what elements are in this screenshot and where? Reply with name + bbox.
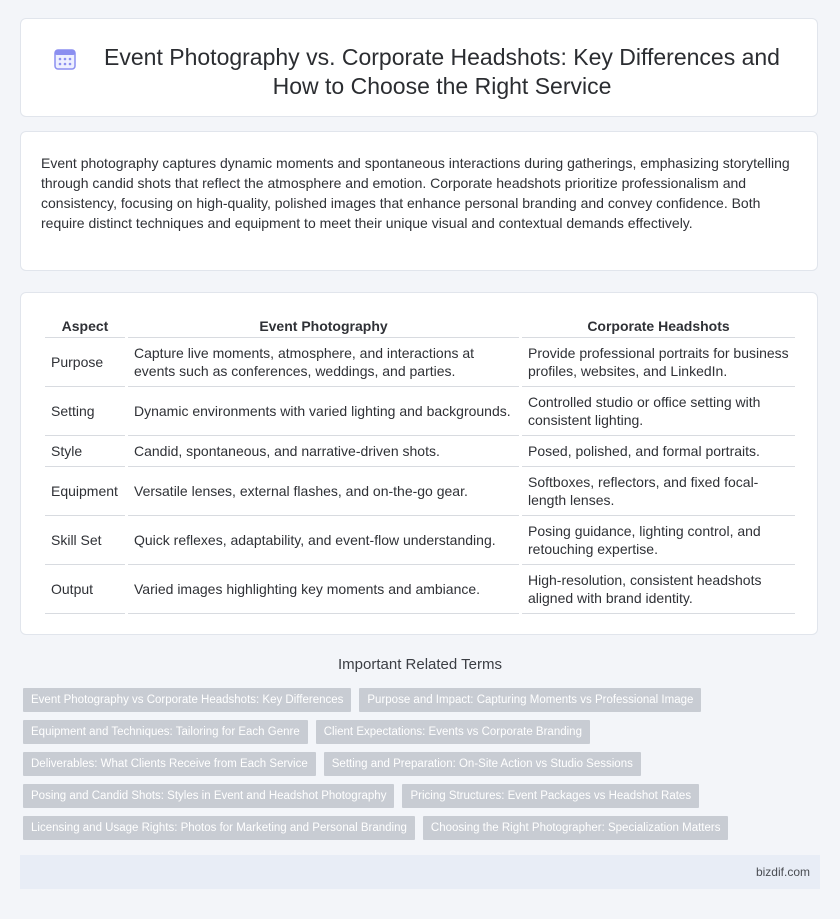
table-header-row <box>45 313 795 338</box>
related-terms-list <box>23 688 813 848</box>
table-cell-aspect: Setting <box>45 387 125 436</box>
table-cell-aspect: Skill Set <box>45 516 125 565</box>
table-cell-corporate: Posing guidance, lighting control, and retouching expertise. <box>522 516 795 565</box>
table-cell-aspect: Output <box>45 565 125 614</box>
table-cell-corporate: Controlled studio or office setting with consistent lighting. <box>522 387 795 436</box>
table-row <box>45 467 795 516</box>
related-term-tag[interactable]: Setting and Preparation: On-Site Action vs Studio Sessions <box>324 752 641 776</box>
table-cell-event: Capture live moments, atmosphere, and interactions at events such as conferences, weddings, and parties. <box>128 338 519 387</box>
table-row <box>45 338 795 387</box>
table-row <box>45 516 795 565</box>
related-term-tag[interactable]: Posing and Candid Shots: Styles in Event and Headshot Photography <box>23 784 394 808</box>
tag-row <box>23 816 813 840</box>
related-terms-heading: Important Related Terms <box>338 656 502 673</box>
header-event-photography: Event Photography <box>128 313 519 338</box>
table-cell-aspect: Equipment <box>45 467 125 516</box>
footer <box>20 855 820 889</box>
tag-row <box>23 784 813 808</box>
table-cell-event: Versatile lenses, external flashes, and on-the-go gear. <box>128 467 519 516</box>
site-credit[interactable]: bizdif.com <box>755 865 810 879</box>
calendar-icon <box>53 47 77 71</box>
related-term-tag[interactable]: Equipment and Techniques: Tailoring for Each Genre <box>23 720 308 744</box>
table-cell-corporate: Posed, polished, and formal portraits. <box>522 436 795 467</box>
related-term-tag[interactable]: Event Photography vs Corporate Headshots: Key Differences <box>23 688 351 712</box>
related-term-tag[interactable]: Purpose and Impact: Capturing Moments vs Professional Image <box>359 688 701 712</box>
table-cell-aspect: Purpose <box>45 338 125 387</box>
table-cell-event: Varied images highlighting key moments and ambiance. <box>128 565 519 614</box>
header-aspect: Aspect <box>45 313 125 338</box>
header-corporate-headshots: Corporate Headshots <box>522 313 795 338</box>
comparison-table-card <box>20 292 818 635</box>
table-row <box>45 565 795 614</box>
table-cell-aspect: Style <box>45 436 125 467</box>
related-term-tag[interactable]: Licensing and Usage Rights: Photos for Marketing and Personal Branding <box>23 816 415 840</box>
intro-card <box>20 131 818 271</box>
comparison-table <box>42 313 798 614</box>
table-row <box>45 436 795 467</box>
title-card <box>20 18 818 117</box>
table-row <box>45 387 795 436</box>
tag-row <box>23 720 813 744</box>
tag-row <box>23 688 813 712</box>
tag-row <box>23 752 813 776</box>
table-cell-event: Dynamic environments with varied lighting and backgrounds. <box>128 387 519 436</box>
table-cell-corporate: High-resolution, consistent headshots aligned with brand identity. <box>522 565 795 614</box>
related-term-tag[interactable]: Pricing Structures: Event Packages vs Headshot Rates <box>402 784 699 808</box>
page-title: Event Photography vs. Corporate Headshots: Key Differences and How to Choose the Right Service <box>104 44 780 99</box>
related-term-tag[interactable]: Client Expectations: Events vs Corporate Branding <box>316 720 590 744</box>
table-cell-event: Quick reflexes, adaptability, and event-flow understanding. <box>128 516 519 565</box>
table-cell-corporate: Provide professional portraits for business profiles, websites, and LinkedIn. <box>522 338 795 387</box>
intro-paragraph: Event photography captures dynamic moments and spontaneous interactions during gatherings, emphasizing storytelling through candid shots that reflect the atmosphere and emotion. Corporate headshots prioritize professionalism and consistency, focusing on high-quality, polished images that enhance personal branding and convey confidence. Both require distinct techniques and equipment to meet their unique visual and contextual demands effectively. <box>41 155 790 231</box>
table-cell-event: Candid, spontaneous, and narrative-driven shots. <box>128 436 519 467</box>
related-term-tag[interactable]: Deliverables: What Clients Receive from Each Service <box>23 752 316 776</box>
related-term-tag[interactable]: Choosing the Right Photographer: Specialization Matters <box>423 816 729 840</box>
table-cell-corporate: Softboxes, reflectors, and fixed focal-length lenses. <box>522 467 795 516</box>
